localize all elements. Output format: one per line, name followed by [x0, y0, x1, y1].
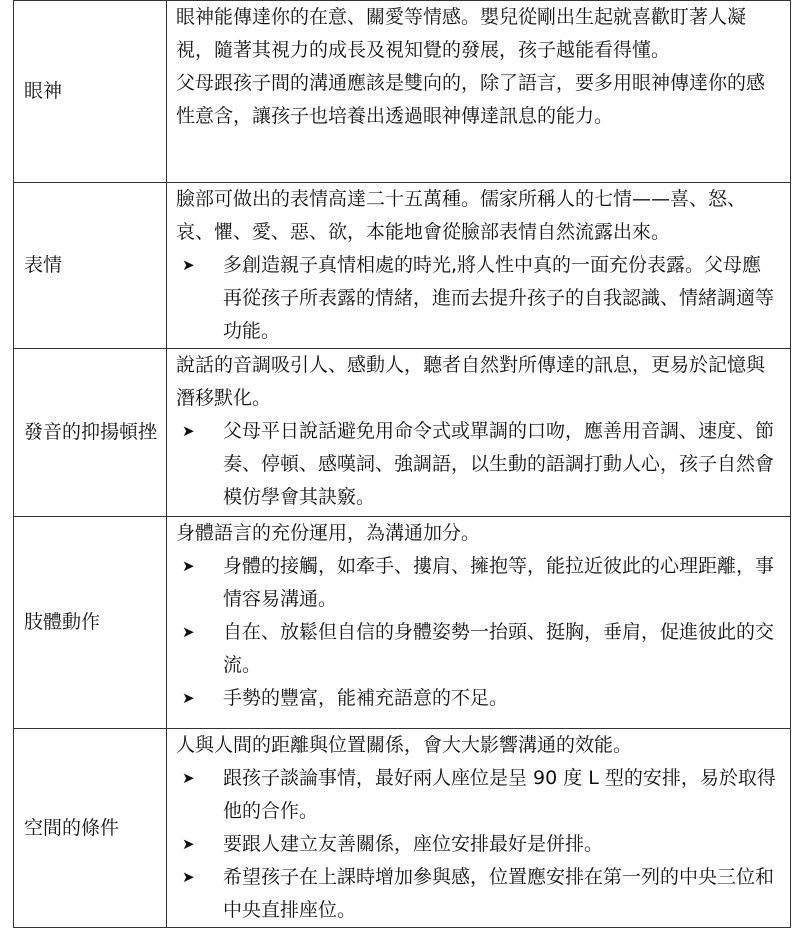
paragraph: 身體語言的充份運用，為溝通加分。 — [176, 522, 481, 544]
table-row — [14, 517, 791, 729]
row-content — [167, 729, 791, 928]
row-content — [167, 517, 791, 729]
arrowhead-bullet-icon: ➤ — [182, 557, 195, 575]
arrowhead-bullet-icon: ➤ — [182, 689, 195, 707]
table-row — [14, 349, 791, 517]
table-row — [14, 1, 791, 183]
paragraph: 眼神能傳達你的在意、關愛等情感。嬰兒從剛出生起就喜歡盯著人凝視，隨著其視力的成長及視知覺的發展，孩子越能看得懂。 — [176, 6, 747, 61]
bullet-item: ➤ 多創造親子真情相處的時光,將人性中真的一面充份表露。父母應再從孩子所表露的情緒，進而去提升孩子的自我認識、情緒調適等功能。 — [176, 249, 780, 348]
arrowhead-bullet-icon: ➤ — [182, 623, 195, 641]
row-content — [167, 349, 791, 517]
row-label: 肢體動作 — [14, 517, 167, 729]
bullet-item: ➤ 自在、放鬆但自信的身體姿勢一抬頭、挺胸，垂肩，促進彼此的交流。 — [176, 616, 780, 682]
paragraph: 臉部可做出的表情高達二十五萬種。儒家所稱人的七情——喜、怒、哀、懼、愛、惡、欲，本能地會從臉部表情自然流露出來。 — [176, 188, 747, 243]
bullet-item: ➤ 要跟人建立友善關係，座位安排最好是併排。 — [176, 828, 780, 861]
row-label: 眼神 — [14, 1, 167, 183]
bullet-item: ➤ 身體的接觸，如牽手、摟肩、擁抱等，能拉近彼此的心理距離，事情容易溝通。 — [176, 550, 780, 616]
arrowhead-bullet-icon: ➤ — [182, 835, 195, 853]
bullet-item: ➤ 父母平日說話避免用命令式或單調的口吻，應善用音調、速度、節奏、停頓、感嘆詞、強調語，以生動的語調打動人心，孩子自然會模仿學會其訣竅。 — [176, 415, 780, 514]
paragraph: 說話的音調吸引人、感動人，聽者自然對所傳達的訊息，更易於記憶與潛移默化。 — [176, 354, 766, 409]
bullet-item: ➤ 希望孩子在上課時增加參與感，位置應安排在第一列的中央三位和中央直排座位。 — [176, 861, 780, 927]
row-label: 發音的抑揚頓挫 — [14, 349, 167, 517]
paragraph: 父母跟孩子間的溝通應該是雙向的，除了語言，要多用眼神傳達你的感性意含，讓孩子也培養出透過眼神傳達訊息的能力。 — [176, 72, 766, 127]
table-row — [14, 729, 791, 928]
arrowhead-bullet-icon: ➤ — [182, 769, 195, 787]
row-label: 空間的條件 — [14, 729, 167, 928]
paragraph: 人與人間的距離與位置關係，會大大影響溝通的效能。 — [176, 734, 633, 756]
row-content — [167, 183, 791, 349]
arrowhead-bullet-icon: ➤ — [182, 868, 195, 886]
arrowhead-bullet-icon: ➤ — [182, 256, 195, 274]
table-row — [14, 183, 791, 349]
bullet-item: ➤ 手勢的豐富，能補充語意的不足。 — [176, 682, 780, 715]
communication-table — [13, 0, 791, 928]
row-content — [167, 1, 791, 183]
arrowhead-bullet-icon: ➤ — [182, 422, 195, 440]
row-label: 表情 — [14, 183, 167, 349]
bullet-item: ➤ 跟孩子談論事情，最好兩人座位是呈 90 度 L 型的安排，易於取得他的合作。 — [176, 762, 780, 828]
